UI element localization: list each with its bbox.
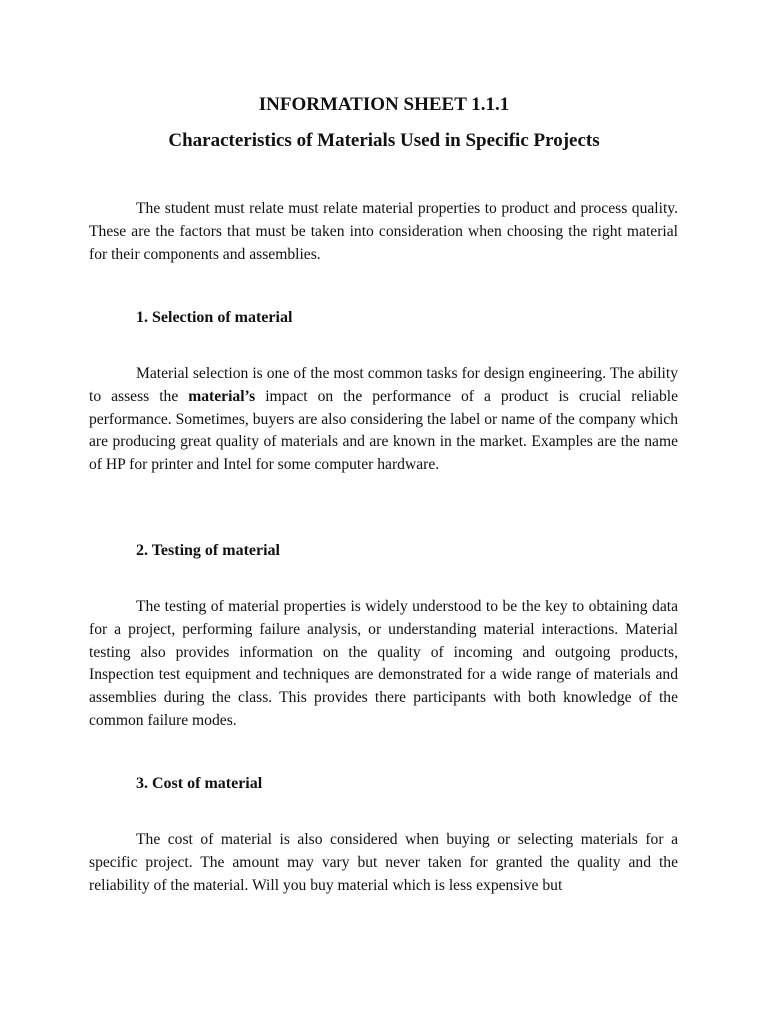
emphasized-term: material’s [188, 387, 256, 405]
section-paragraph-testing: The testing of material properties is widely understood to be the key to obtaining data for a project, performing failure analysis, or understanding material interactions. Material testing also provides information on the quality of incoming and outgoing products, Inspection test equipment and techniques are demonstrated for a wide range of materials and assemblies during the class. This provides there participants with both knowledge of the common failure modes. [89, 598, 678, 729]
document-title: INFORMATION SHEET 1.1.1 [258, 94, 510, 115]
section-heading-selection: 1. Selection of material [136, 309, 293, 326]
document-subtitle: Characteristics of Materials Used in Specific Projects [168, 130, 600, 151]
section-heading-cost: 3. Cost of material [136, 775, 263, 792]
section-paragraph-cost: The cost of material is also considered when buying or selecting materials for a specific project. The amount may vary but never taken for granted the quality and the reliability of the material. Will you buy material which is less expensive but [89, 831, 678, 894]
paragraph-text: Material selection is one of the most common tasks for design engineering. The ability to assess the [89, 365, 678, 405]
section-paragraph-selection [89, 363, 678, 477]
intro-paragraph: The student must relate must relate material properties to product and process quality. These are the factors that must be taken into consideration when choosing the right material for their components and assemblies. [89, 200, 678, 263]
section-heading-testing: 2. Testing of material [136, 542, 280, 559]
paragraph-text: impact on the performance of a product is crucial reliable performance. Sometimes, buyers are also considering the label or name of the company which are producing great quality of materials and are known in the market. Examples are the name of HP for printer and Intel for some computer hardware. [89, 387, 678, 474]
